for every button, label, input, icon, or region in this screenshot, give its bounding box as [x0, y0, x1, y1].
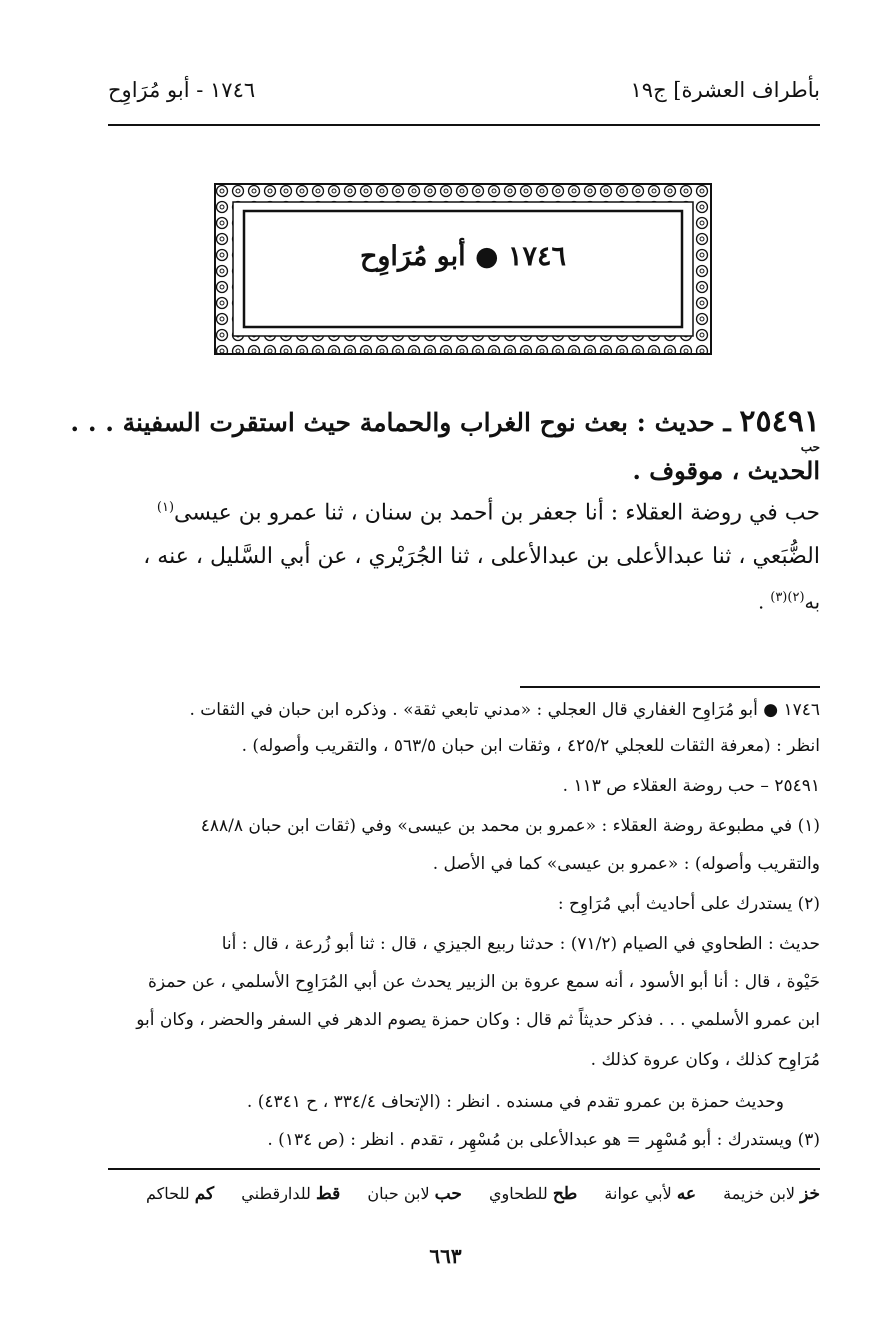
isnad-line-3: [758, 590, 820, 613]
abbrev-item: [723, 1184, 820, 1203]
isnad-line-1: [157, 500, 820, 525]
footnote-line: ٢٥٤٩١ – حب روضة العقلاء ص ١١٣ .: [562, 776, 820, 796]
footnote-line: حديث : الطحاوي في الصيام (٧١/٢) : حدثنا ربيع الجيزي ، قال : ثنا أبو زُرعة ، قال : أنا: [221, 934, 820, 954]
isnad-text: به: [804, 591, 820, 614]
abbrev-item: [146, 1184, 214, 1203]
hadith-line-1: [70, 404, 820, 439]
entry-title: ١٧٤٦ ● أبو مُرَاوِح: [359, 241, 567, 272]
footnote-line: وحديث حمزة بن عمرو تقدم في مسنده . انظر : (الإتحاف ٣٣٤/٤ ، ح ٤٣٤١) .: [246, 1092, 784, 1112]
abbrev-code: كم: [194, 1184, 215, 1204]
footnote-line: ابن عمرو الأسلمي . . . فذكر حديثاً ثم قال : وكان حمزة يصوم الدهر في السفر والحضر ، وكان أبو: [136, 1010, 820, 1030]
footnote-ref: (٢)(٣): [770, 590, 805, 605]
footnote-ref: (١): [156, 500, 175, 515]
abbrev-code: حب: [434, 1184, 462, 1204]
footnote-line: انظر : (معرفة الثقات للعجلي ٤٢٥/٢ ، وثقات ابن حبان ٥٦٣/٥ ، والتقريب وأصوله) .: [241, 736, 820, 756]
abbrev-name: لابن خزيمة: [723, 1184, 796, 1203]
abbrev-name: للدارقطني: [241, 1184, 311, 1203]
header-section-title: ١٧٤٦ - أبو مُرَاوِح: [108, 78, 256, 102]
header-rule: [108, 124, 820, 126]
hadith-number: ٢٥٤٩١: [739, 404, 820, 439]
abbrev-name: لأبي عوانة: [604, 1184, 672, 1203]
footnote-line: والتقريب وأصوله) : «عمرو بن عيسى» كما في الأصل .: [432, 854, 820, 874]
abbrev-code: عه: [676, 1184, 697, 1204]
footnote-line: (٣) ويستدرك : أبو مُسْهِر = هو عبدالأعلى بن مُسْهِر ، تقدم . انظر : (ص ١٣٤) .: [267, 1130, 820, 1150]
abbrev-item: [241, 1184, 340, 1203]
abbrev-name: للحاكم: [146, 1184, 190, 1203]
hadith-text: ـ حديث : بعث نوح الغراب والحمامة حيث استقرت السفينة . . .: [70, 408, 731, 437]
isnad-end: .: [758, 591, 771, 614]
source-siglum: حب: [800, 440, 820, 454]
abbrev-code: طح: [552, 1184, 578, 1204]
footnote-rule: [520, 686, 820, 688]
isnad-text: الضُّبَعي ، ثنا عبدالأعلى بن عبدالأعلى ، ثنا الجُرَيْري ، عن أبي السَّليل ، عنه ،: [143, 544, 820, 569]
footnote-line: حَيْوة ، قال : أنا أبو الأسود ، أنه سمع عروة بن الزبير يحدث عن أبي المُرَاوِح الأسلمي ، عن حمزة: [147, 972, 820, 992]
ornamental-title-frame: [214, 183, 712, 355]
footnote-line: ١٧٤٦ ● أبو مُرَاوِح الغفاري قال العجلي : «مدني تابعي ثقة» . وذكره ابن حبان في الثقات .: [189, 700, 820, 720]
abbrev-item: [367, 1184, 461, 1203]
abbrev-item: [489, 1184, 577, 1203]
abbreviation-key: [108, 1184, 820, 1214]
header-book-title: بأطراف العشرة] ج١٩: [630, 78, 820, 102]
hadith-grade: الحديث ، موقوف .: [632, 456, 820, 485]
running-header: [108, 78, 820, 114]
footnote-line: (١) في مطبوعة روضة العقلاء : «عمرو بن محمد بن عيسى» وفي (ثقات ابن حبان ٤٨٨/٨: [200, 816, 820, 836]
abbrev-code: قط: [316, 1184, 341, 1204]
isnad-text: حب في روضة العقلاء : أنا جعفر بن أحمد بن سنان ، ثنا عمرو بن عيسى: [174, 500, 820, 526]
abbrev-name: للطحاوي: [488, 1184, 548, 1203]
abbrev-code: خز: [800, 1184, 820, 1204]
abbrev-name: لابن حبان: [367, 1184, 430, 1203]
footnote-line: (٢) يستدرك على أحاديث أبي مُرَاوِح :: [557, 894, 820, 914]
hadith-line-2: [632, 440, 821, 485]
abbrev-item: [604, 1184, 696, 1203]
footnote-line: مُرَاوِح كذلك ، وكان عروة كذلك .: [590, 1050, 820, 1070]
bottom-rule: [108, 1168, 820, 1170]
isnad-line-2: [143, 544, 820, 569]
page-number: ٦٦٣: [429, 1244, 462, 1268]
